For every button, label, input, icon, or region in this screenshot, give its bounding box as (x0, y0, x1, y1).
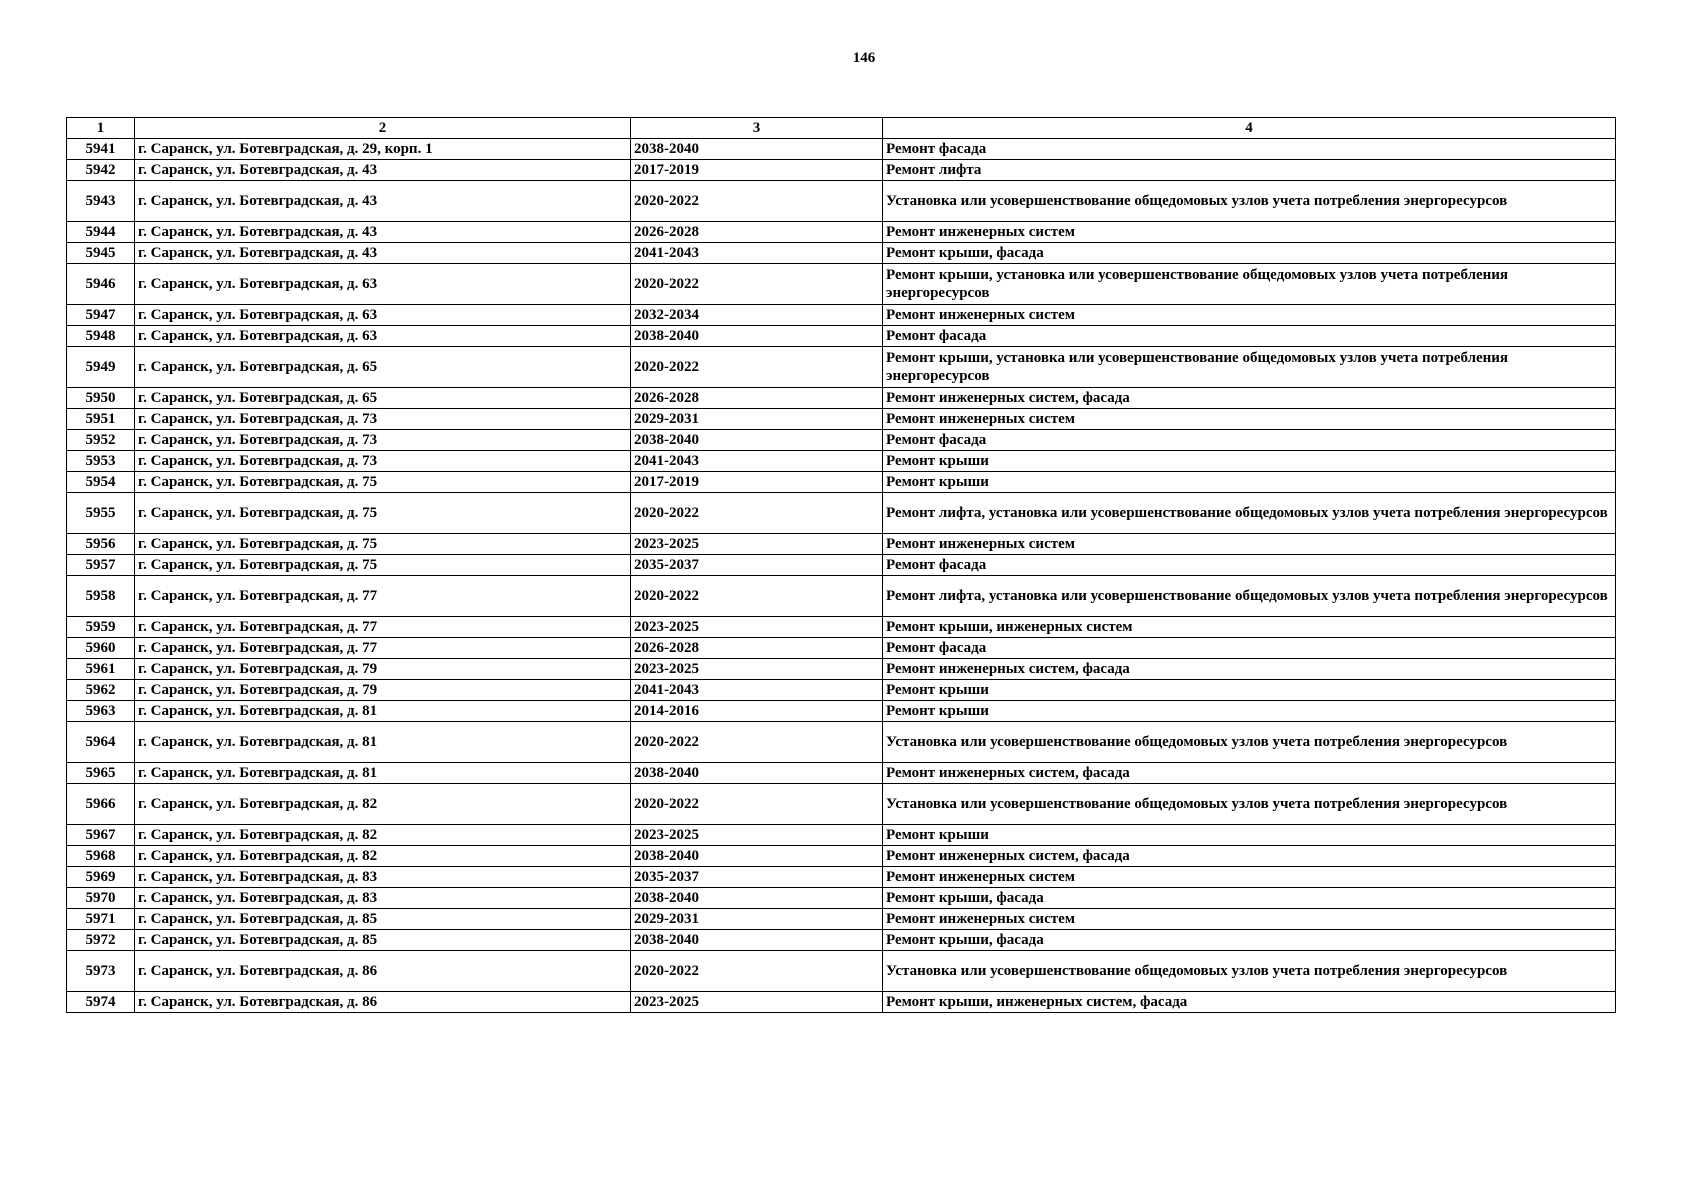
work-type-cell: Ремонт инженерных систем, фасада (883, 846, 1616, 867)
period-cell: 2038-2040 (631, 930, 883, 951)
work-type-cell: Ремонт инженерных систем, фасада (883, 763, 1616, 784)
row-number-cell: 5970 (67, 888, 135, 909)
work-type-cell: Ремонт фасада (883, 139, 1616, 160)
address-cell: г. Саранск, ул. Ботевградская, д. 77 (135, 638, 631, 659)
address-cell: г. Саранск, ул. Ботевградская, д. 82 (135, 825, 631, 846)
address-cell: г. Саранск, ул. Ботевградская, д. 43 (135, 222, 631, 243)
work-type-cell: Ремонт крыши, фасада (883, 930, 1616, 951)
header-col-1: 1 (67, 118, 135, 139)
period-cell: 2020-2022 (631, 784, 883, 825)
period-cell: 2029-2031 (631, 409, 883, 430)
row-number-cell: 5974 (67, 992, 135, 1013)
address-cell: г. Саранск, ул. Ботевградская, д. 75 (135, 555, 631, 576)
row-number-cell: 5944 (67, 222, 135, 243)
table-row (67, 992, 1616, 1013)
table-row (67, 617, 1616, 638)
period-cell: 2032-2034 (631, 305, 883, 326)
table-row (67, 784, 1616, 825)
table-row (67, 576, 1616, 617)
work-type-cell: Ремонт крыши, фасада (883, 243, 1616, 264)
period-cell: 2038-2040 (631, 888, 883, 909)
address-cell: г. Саранск, ул. Ботевградская, д. 43 (135, 243, 631, 264)
row-number-cell: 5959 (67, 617, 135, 638)
table-row (67, 763, 1616, 784)
period-cell: 2017-2019 (631, 472, 883, 493)
table-row (67, 825, 1616, 846)
header-col-4: 4 (883, 118, 1616, 139)
address-cell: г. Саранск, ул. Ботевградская, д. 86 (135, 992, 631, 1013)
address-cell: г. Саранск, ул. Ботевградская, д. 65 (135, 347, 631, 388)
row-number-cell: 5943 (67, 181, 135, 222)
period-cell: 2020-2022 (631, 951, 883, 992)
period-cell: 2020-2022 (631, 576, 883, 617)
address-cell: г. Саранск, ул. Ботевградская, д. 82 (135, 784, 631, 825)
table-row (67, 181, 1616, 222)
work-type-cell: Ремонт инженерных систем (883, 409, 1616, 430)
period-cell: 2023-2025 (631, 534, 883, 555)
work-type-cell: Ремонт крыши (883, 451, 1616, 472)
period-cell: 2026-2028 (631, 638, 883, 659)
period-cell: 2038-2040 (631, 139, 883, 160)
address-cell: г. Саранск, ул. Ботевградская, д. 79 (135, 680, 631, 701)
work-type-cell: Ремонт инженерных систем (883, 305, 1616, 326)
address-cell: г. Саранск, ул. Ботевградская, д. 77 (135, 576, 631, 617)
row-number-cell: 5971 (67, 909, 135, 930)
row-number-cell: 5956 (67, 534, 135, 555)
work-type-cell: Установка или усовершенствование общедомовых узлов учета потребления энергоресурсов (883, 784, 1616, 825)
period-cell: 2023-2025 (631, 992, 883, 1013)
work-type-cell: Ремонт крыши (883, 680, 1616, 701)
period-cell: 2020-2022 (631, 264, 883, 305)
period-cell: 2023-2025 (631, 617, 883, 638)
address-cell: г. Саранск, ул. Ботевградская, д. 63 (135, 326, 631, 347)
period-cell: 2038-2040 (631, 846, 883, 867)
row-number-cell: 5942 (67, 160, 135, 181)
period-cell: 2038-2040 (631, 326, 883, 347)
row-number-cell: 5952 (67, 430, 135, 451)
work-type-cell: Ремонт фасада (883, 326, 1616, 347)
table-row (67, 701, 1616, 722)
table-row (67, 305, 1616, 326)
address-cell: г. Саранск, ул. Ботевградская, д. 83 (135, 867, 631, 888)
table-row (67, 951, 1616, 992)
address-cell: г. Саранск, ул. Ботевградская, д. 79 (135, 659, 631, 680)
work-type-cell: Ремонт инженерных систем, фасада (883, 659, 1616, 680)
period-cell: 2023-2025 (631, 659, 883, 680)
period-cell: 2041-2043 (631, 451, 883, 472)
work-type-cell: Ремонт фасада (883, 638, 1616, 659)
table-row (67, 680, 1616, 701)
row-number-cell: 5966 (67, 784, 135, 825)
address-cell: г. Саранск, ул. Ботевградская, д. 73 (135, 451, 631, 472)
repair-schedule-table (66, 117, 1616, 1013)
work-type-cell: Ремонт крыши (883, 825, 1616, 846)
row-number-cell: 5945 (67, 243, 135, 264)
address-cell: г. Саранск, ул. Ботевградская, д. 81 (135, 701, 631, 722)
period-cell: 2026-2028 (631, 388, 883, 409)
period-cell: 2017-2019 (631, 160, 883, 181)
period-cell: 2020-2022 (631, 722, 883, 763)
table-row (67, 534, 1616, 555)
table-row (67, 388, 1616, 409)
work-type-cell: Ремонт крыши, установка или усовершенствование общедомовых узлов учета потребления энергоресурсов (883, 347, 1616, 388)
table-row (67, 888, 1616, 909)
address-cell: г. Саранск, ул. Ботевградская, д. 75 (135, 534, 631, 555)
address-cell: г. Саранск, ул. Ботевградская, д. 77 (135, 617, 631, 638)
work-type-cell: Ремонт инженерных систем (883, 867, 1616, 888)
work-type-cell: Ремонт фасада (883, 555, 1616, 576)
row-number-cell: 5965 (67, 763, 135, 784)
table-row (67, 264, 1616, 305)
work-type-cell: Ремонт крыши, фасада (883, 888, 1616, 909)
work-type-cell: Ремонт лифта, установка или усовершенствование общедомовых узлов учета потребления энергоресурсов (883, 493, 1616, 534)
address-cell: г. Саранск, ул. Ботевградская, д. 75 (135, 493, 631, 534)
work-type-cell: Установка или усовершенствование общедомовых узлов учета потребления энергоресурсов (883, 181, 1616, 222)
row-number-cell: 5972 (67, 930, 135, 951)
work-type-cell: Установка или усовершенствование общедомовых узлов учета потребления энергоресурсов (883, 951, 1616, 992)
table-row (67, 451, 1616, 472)
row-number-cell: 5973 (67, 951, 135, 992)
row-number-cell: 5957 (67, 555, 135, 576)
row-number-cell: 5963 (67, 701, 135, 722)
period-cell: 2041-2043 (631, 243, 883, 264)
period-cell: 2041-2043 (631, 680, 883, 701)
period-cell: 2020-2022 (631, 181, 883, 222)
table-row (67, 909, 1616, 930)
work-type-cell: Ремонт крыши, установка или усовершенствование общедомовых узлов учета потребления энергоресурсов (883, 264, 1616, 305)
table-row (67, 430, 1616, 451)
work-type-cell: Ремонт инженерных систем (883, 909, 1616, 930)
row-number-cell: 5947 (67, 305, 135, 326)
table-row (67, 409, 1616, 430)
address-cell: г. Саранск, ул. Ботевградская, д. 43 (135, 160, 631, 181)
table-row (67, 160, 1616, 181)
table-row (67, 222, 1616, 243)
address-cell: г. Саранск, ул. Ботевградская, д. 43 (135, 181, 631, 222)
page-number: 146 (852, 50, 876, 66)
address-cell: г. Саранск, ул. Ботевградская, д. 83 (135, 888, 631, 909)
work-type-cell: Ремонт инженерных систем (883, 222, 1616, 243)
row-number-cell: 5960 (67, 638, 135, 659)
table-row (67, 472, 1616, 493)
work-type-cell: Установка или усовершенствование общедомовых узлов учета потребления энергоресурсов (883, 722, 1616, 763)
table-row (67, 846, 1616, 867)
row-number-cell: 5955 (67, 493, 135, 534)
address-cell: г. Саранск, ул. Ботевградская, д. 86 (135, 951, 631, 992)
table-header (67, 118, 1616, 139)
header-col-2: 2 (135, 118, 631, 139)
row-number-cell: 5949 (67, 347, 135, 388)
address-cell: г. Саранск, ул. Ботевградская, д. 85 (135, 909, 631, 930)
address-cell: г. Саранск, ул. Ботевградская, д. 85 (135, 930, 631, 951)
address-cell: г. Саранск, ул. Ботевградская, д. 81 (135, 763, 631, 784)
work-type-cell: Ремонт фасада (883, 430, 1616, 451)
row-number-cell: 5969 (67, 867, 135, 888)
address-cell: г. Саранск, ул. Ботевградская, д. 73 (135, 430, 631, 451)
row-number-cell: 5951 (67, 409, 135, 430)
table-row (67, 555, 1616, 576)
period-cell: 2020-2022 (631, 347, 883, 388)
work-type-cell: Ремонт крыши, инженерных систем (883, 617, 1616, 638)
table-row (67, 930, 1616, 951)
row-number-cell: 5962 (67, 680, 135, 701)
period-cell: 2026-2028 (631, 222, 883, 243)
table-body (67, 139, 1616, 1013)
address-cell: г. Саранск, ул. Ботевградская, д. 65 (135, 388, 631, 409)
row-number-cell: 5946 (67, 264, 135, 305)
work-type-cell: Ремонт крыши (883, 701, 1616, 722)
work-type-cell: Ремонт инженерных систем, фасада (883, 388, 1616, 409)
work-type-cell: Ремонт лифта (883, 160, 1616, 181)
table-row (67, 347, 1616, 388)
work-type-cell: Ремонт лифта, установка или усовершенствование общедомовых узлов учета потребления энергоресурсов (883, 576, 1616, 617)
table-row (67, 326, 1616, 347)
row-number-cell: 5967 (67, 825, 135, 846)
row-number-cell: 5950 (67, 388, 135, 409)
address-cell: г. Саранск, ул. Ботевградская, д. 63 (135, 264, 631, 305)
row-number-cell: 5968 (67, 846, 135, 867)
work-type-cell: Ремонт инженерных систем (883, 534, 1616, 555)
address-cell: г. Саранск, ул. Ботевградская, д. 81 (135, 722, 631, 763)
address-cell: г. Саранск, ул. Ботевградская, д. 63 (135, 305, 631, 326)
address-cell: г. Саранск, ул. Ботевградская, д. 73 (135, 409, 631, 430)
period-cell: 2029-2031 (631, 909, 883, 930)
row-number-cell: 5964 (67, 722, 135, 763)
address-cell: г. Саранск, ул. Ботевградская, д. 29, корп. 1 (135, 139, 631, 160)
table-row (67, 867, 1616, 888)
row-number-cell: 5953 (67, 451, 135, 472)
period-cell: 2035-2037 (631, 555, 883, 576)
period-cell: 2020-2022 (631, 493, 883, 534)
row-number-cell: 5941 (67, 139, 135, 160)
table-row (67, 139, 1616, 160)
row-number-cell: 5954 (67, 472, 135, 493)
table-row (67, 243, 1616, 264)
work-type-cell: Ремонт крыши (883, 472, 1616, 493)
period-cell: 2038-2040 (631, 430, 883, 451)
table-row (67, 493, 1616, 534)
period-cell: 2014-2016 (631, 701, 883, 722)
period-cell: 2023-2025 (631, 825, 883, 846)
table-row (67, 722, 1616, 763)
address-cell: г. Саранск, ул. Ботевградская, д. 82 (135, 846, 631, 867)
period-cell: 2035-2037 (631, 867, 883, 888)
row-number-cell: 5958 (67, 576, 135, 617)
row-number-cell: 5961 (67, 659, 135, 680)
table-row (67, 638, 1616, 659)
period-cell: 2038-2040 (631, 763, 883, 784)
work-type-cell: Ремонт крыши, инженерных систем, фасада (883, 992, 1616, 1013)
table-row (67, 659, 1616, 680)
header-col-3: 3 (631, 118, 883, 139)
header-row (67, 118, 1616, 139)
address-cell: г. Саранск, ул. Ботевградская, д. 75 (135, 472, 631, 493)
row-number-cell: 5948 (67, 326, 135, 347)
